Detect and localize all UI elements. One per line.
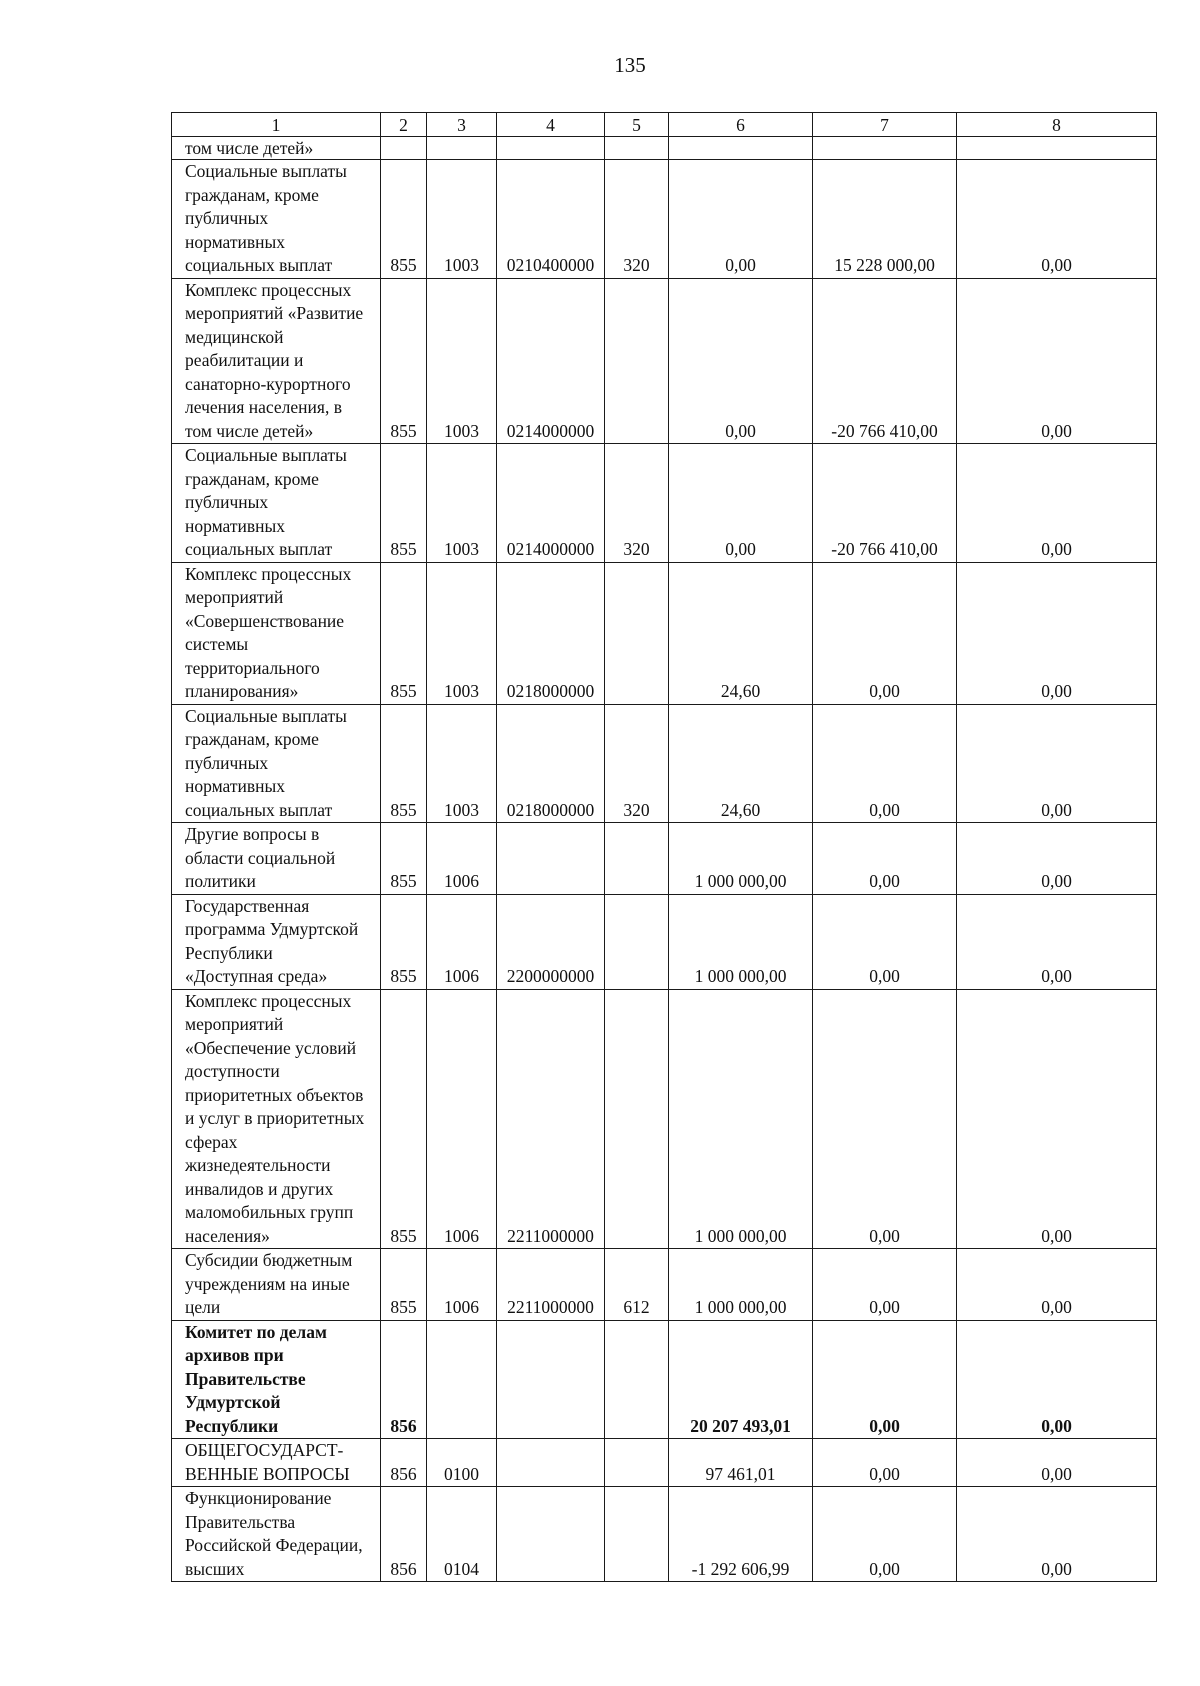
row-name: ОБЩЕГОСУДАРСТ- ВЕННЫЕ ВОПРОСЫ xyxy=(172,1439,381,1487)
amount-col7 xyxy=(813,137,957,160)
section-code: 1006 xyxy=(427,894,497,989)
section-code: 1006 xyxy=(427,989,497,1249)
amount-col8: 0,00 xyxy=(957,989,1157,1249)
expense-type xyxy=(605,1439,669,1487)
section-code: 1003 xyxy=(427,704,497,823)
expense-type xyxy=(605,1487,669,1582)
amount-col6: 1 000 000,00 xyxy=(669,823,813,895)
row-name: Субсидии бюджетным учреждениям на иные цели xyxy=(172,1249,381,1321)
ministry-code: 855 xyxy=(381,444,427,563)
expense-type: 320 xyxy=(605,704,669,823)
table-row xyxy=(172,562,1157,704)
amount-col7: 0,00 xyxy=(813,823,957,895)
ministry-code: 855 xyxy=(381,823,427,895)
amount-col7: 0,00 xyxy=(813,704,957,823)
table-row xyxy=(172,1249,1157,1321)
ministry-code: 855 xyxy=(381,704,427,823)
amount-col6: 24,60 xyxy=(669,704,813,823)
amount-col6: 20 207 493,01 xyxy=(669,1320,813,1439)
table-row xyxy=(172,823,1157,895)
table-row xyxy=(172,1487,1157,1582)
amount-col8: 0,00 xyxy=(957,1320,1157,1439)
target-article xyxy=(497,1487,605,1582)
ministry-code: 855 xyxy=(381,1249,427,1321)
section-code: 1003 xyxy=(427,160,497,279)
budget-table xyxy=(171,112,1157,1582)
amount-col7: -20 766 410,00 xyxy=(813,444,957,563)
amount-col7: 0,00 xyxy=(813,562,957,704)
section-code: 1003 xyxy=(427,444,497,563)
table-row xyxy=(172,1439,1157,1487)
ministry-code: 855 xyxy=(381,989,427,1249)
expense-type: 612 xyxy=(605,1249,669,1321)
row-name: Государственная программа Удмуртской Республики «Доступная среда» xyxy=(172,894,381,989)
row-name: Другие вопросы в области социальной политики xyxy=(172,823,381,895)
ministry-code: 856 xyxy=(381,1320,427,1439)
amount-col7: 0,00 xyxy=(813,894,957,989)
amount-col8: 0,00 xyxy=(957,1249,1157,1321)
amount-col7: 0,00 xyxy=(813,1320,957,1439)
amount-col8 xyxy=(957,137,1157,160)
column-header: 8 xyxy=(957,113,1157,137)
header-row xyxy=(172,113,1157,137)
row-name: Комитет по делам архивов при Правительстве Удмуртской Республики xyxy=(172,1320,381,1439)
expense-type xyxy=(605,823,669,895)
row-name: Комплекс процессных мероприятий «Совершенствование системы территориального планирования» xyxy=(172,562,381,704)
table-row xyxy=(172,278,1157,444)
table-row xyxy=(172,160,1157,279)
page-number: 135 xyxy=(614,53,646,77)
target-article xyxy=(497,1320,605,1439)
amount-col6: 24,60 xyxy=(669,562,813,704)
section-code: 0100 xyxy=(427,1439,497,1487)
column-header: 4 xyxy=(497,113,605,137)
section-code xyxy=(427,137,497,160)
expense-type xyxy=(605,562,669,704)
amount-col8: 0,00 xyxy=(957,704,1157,823)
ministry-code: 855 xyxy=(381,562,427,704)
target-article xyxy=(497,1439,605,1487)
table-row xyxy=(172,989,1157,1249)
ministry-code: 856 xyxy=(381,1487,427,1582)
target-article: 0214000000 xyxy=(497,278,605,444)
table-row xyxy=(172,704,1157,823)
section-code: 1006 xyxy=(427,1249,497,1321)
amount-col6: 97 461,01 xyxy=(669,1439,813,1487)
table-row xyxy=(172,1320,1157,1439)
amount-col7: 0,00 xyxy=(813,1249,957,1321)
amount-col7: 0,00 xyxy=(813,989,957,1249)
ministry-code xyxy=(381,137,427,160)
column-header: 1 xyxy=(172,113,381,137)
target-article: 0214000000 xyxy=(497,444,605,563)
amount-col7: 0,00 xyxy=(813,1439,957,1487)
expense-type xyxy=(605,137,669,160)
row-name: Социальные выплаты гражданам, кроме публичных нормативных социальных выплат xyxy=(172,160,381,279)
target-article: 0218000000 xyxy=(497,562,605,704)
ministry-code: 855 xyxy=(381,160,427,279)
ministry-code: 855 xyxy=(381,278,427,444)
column-header: 5 xyxy=(605,113,669,137)
section-code: 1003 xyxy=(427,562,497,704)
column-header: 7 xyxy=(813,113,957,137)
column-header: 2 xyxy=(381,113,427,137)
amount-col6: -1 292 606,99 xyxy=(669,1487,813,1582)
expense-type xyxy=(605,989,669,1249)
table-row xyxy=(172,137,1157,160)
target-article: 2211000000 xyxy=(497,989,605,1249)
column-header: 3 xyxy=(427,113,497,137)
amount-col8: 0,00 xyxy=(957,1487,1157,1582)
amount-col8: 0,00 xyxy=(957,278,1157,444)
expense-type xyxy=(605,278,669,444)
ministry-code: 855 xyxy=(381,894,427,989)
section-code: 0104 xyxy=(427,1487,497,1582)
amount-col6: 1 000 000,00 xyxy=(669,1249,813,1321)
amount-col6: 0,00 xyxy=(669,444,813,563)
row-name: Функционирование Правительства Российской Федерации, высших xyxy=(172,1487,381,1582)
row-name: Социальные выплаты гражданам, кроме публичных нормативных социальных выплат xyxy=(172,444,381,563)
amount-col6 xyxy=(669,137,813,160)
row-name: Комплекс процессных мероприятий «Обеспечение условий доступности приоритетных объектов и услуг в приоритетных сферах жизнедеятельности инвалидов и других маломобильных групп населения» xyxy=(172,989,381,1249)
amount-col6: 0,00 xyxy=(669,278,813,444)
amount-col7: 15 228 000,00 xyxy=(813,160,957,279)
amount-col8: 0,00 xyxy=(957,562,1157,704)
target-article: 2211000000 xyxy=(497,1249,605,1321)
expense-type: 320 xyxy=(605,444,669,563)
target-article xyxy=(497,137,605,160)
table-row xyxy=(172,444,1157,563)
table-row xyxy=(172,894,1157,989)
row-name: Комплекс процессных мероприятий «Развитие медицинской реабилитации и санаторно-курортного лечения населения, в том числе детей» xyxy=(172,278,381,444)
row-name: том числе детей» xyxy=(172,137,381,160)
column-header: 6 xyxy=(669,113,813,137)
section-code: 1003 xyxy=(427,278,497,444)
amount-col8: 0,00 xyxy=(957,160,1157,279)
target-article: 0210400000 xyxy=(497,160,605,279)
expense-type xyxy=(605,894,669,989)
amount-col8: 0,00 xyxy=(957,823,1157,895)
target-article: 2200000000 xyxy=(497,894,605,989)
expense-type: 320 xyxy=(605,160,669,279)
row-name: Социальные выплаты гражданам, кроме публичных нормативных социальных выплат xyxy=(172,704,381,823)
amount-col8: 0,00 xyxy=(957,444,1157,563)
amount-col8: 0,00 xyxy=(957,1439,1157,1487)
target-article: 0218000000 xyxy=(497,704,605,823)
amount-col8: 0,00 xyxy=(957,894,1157,989)
table-body xyxy=(172,137,1157,1582)
amount-col6: 0,00 xyxy=(669,160,813,279)
expense-type xyxy=(605,1320,669,1439)
amount-col6: 1 000 000,00 xyxy=(669,894,813,989)
target-article xyxy=(497,823,605,895)
section-code: 1006 xyxy=(427,823,497,895)
amount-col7: -20 766 410,00 xyxy=(813,278,957,444)
amount-col7: 0,00 xyxy=(813,1487,957,1582)
ministry-code: 856 xyxy=(381,1439,427,1487)
amount-col6: 1 000 000,00 xyxy=(669,989,813,1249)
section-code xyxy=(427,1320,497,1439)
